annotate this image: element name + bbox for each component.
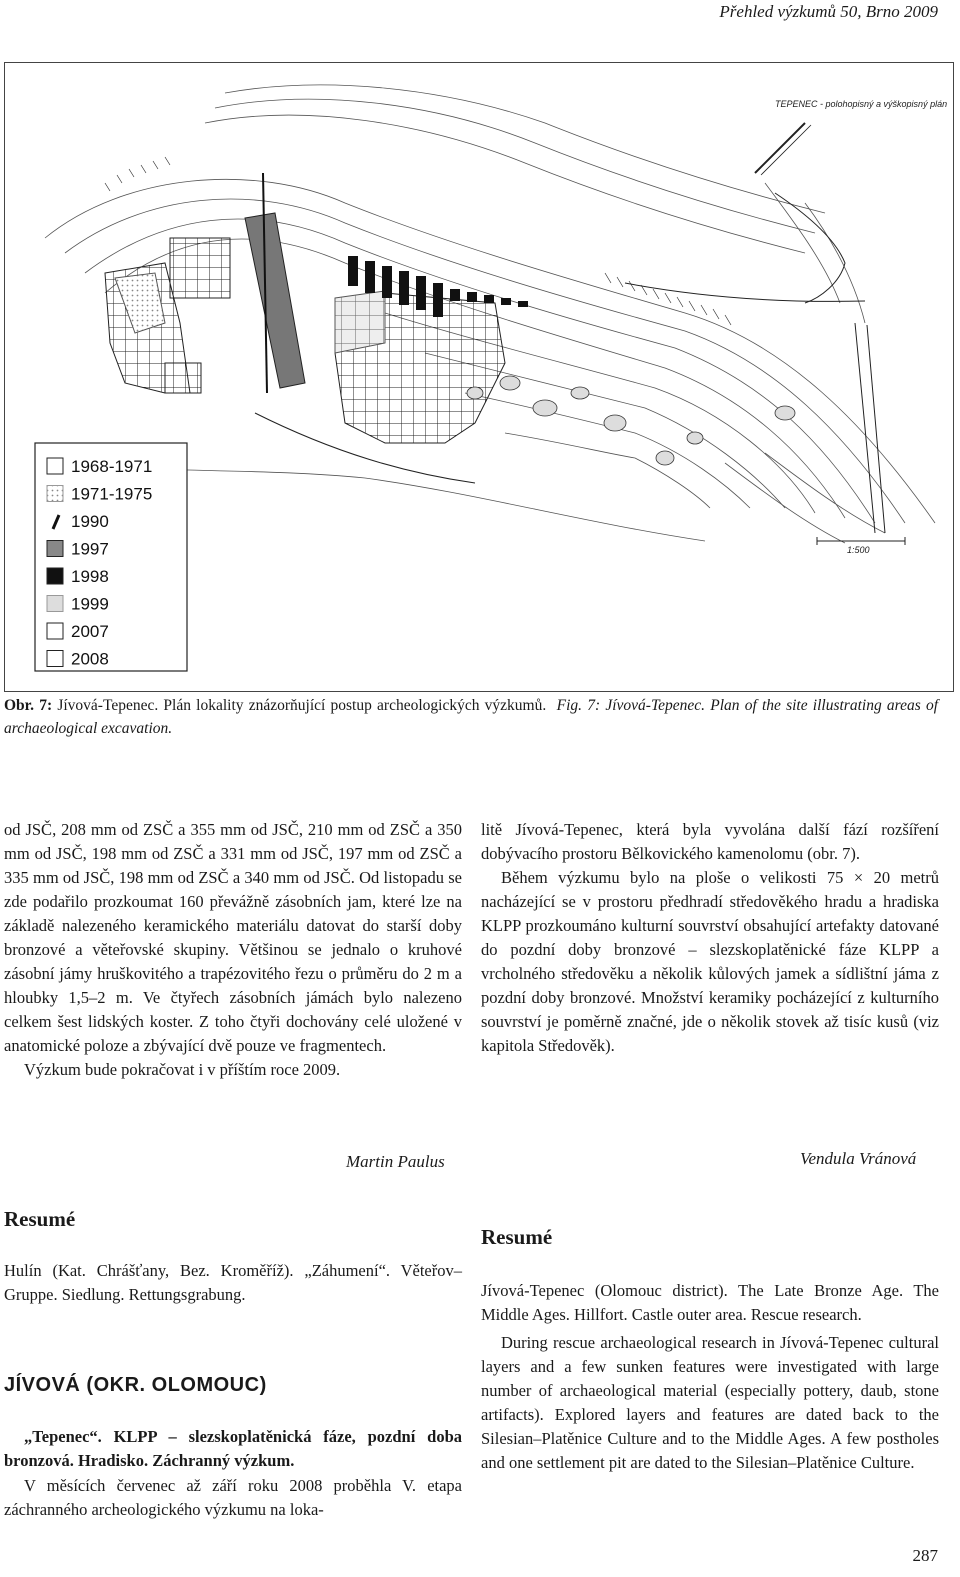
legend-item bbox=[47, 485, 152, 504]
left-paragraph-3: V měsících červenec až září roku 2008 proběhla V. etapa záchranného archeologického výzkumu na loka- bbox=[4, 1476, 462, 1519]
resume-right-paragraph-2: During rescue archaeological research in Jívová-Tepenec cultural layers and a few sunken features were investigated with large number of archaeological material (especially pottery, daub, stone artifacts). Explored layers and features are dated back to the Silesian–Platěnice Culture and to the Middle Ages. A few postholes and one settlement pit are dated to the Silesian–Platěnice Culture. bbox=[481, 1333, 939, 1472]
rock-outcrops bbox=[467, 376, 795, 465]
grid-excavation-center bbox=[245, 173, 505, 443]
right-column-text bbox=[481, 818, 939, 1058]
caption-cz: Jívová-Tepenec. Plán lokality znázorňující postup archeologických výzkumů. bbox=[57, 697, 547, 714]
resume-text-left: Hulín (Kat. Chrášťany, Bez. Kroměříž). „Záhumení“. Věteřov–Gruppe. Siedlung. Rettungsgrabung. bbox=[4, 1261, 462, 1304]
left-paragraph-1: od JSČ, 208 mm od ZSČ a 355 mm od JSČ, 210 mm od ZSČ a 350 mm od JSČ, 198 mm od ZSČ a 331 mm od JSČ, 197 mm od ZSČ a 335 mm od JSČ, 198 mm od ZSČ a 340 mm od JSČ. Od listopadu se zde podařilo prozkoumat 160 převážně zásobních jam, které lze na základě nalezeného keramického materiálu datovat do starší doby bronzové a věteřovské skupiny. Většinou se jednalo o kruhové zásobní jámy hruškovitého a trapézovitého řezu o průměru do 2 m a hloubky 1,5–2 m. Ve čtyřech zásobních jámách bylo nalezeno celkem šest lidských koster. Z toho čtyři dochovány celé uložené v anatomické poloze a zbývající dvě pouze ve fragmentech. bbox=[4, 820, 462, 1055]
site-subtitle: „Tepenec“. KLPP – slezskoplatěnická fáze, pozdní doba bronzová. Hradisko. Záchranný výzkum. bbox=[4, 1427, 462, 1470]
right-paragraph-2: Během výzkumu bylo na ploše o velikosti 75 × 20 metrů nacházející se v prostoru předhradí středověkého hradu a hradiska KLPP prozkoumáno kulturní souvrství obsahující artefakty datované do pozdní doby bronzové – slezskoplatěnické fáze KLPP a vrcholného středověku a několik kůlových jamek a sídlištní jáma z pozdní doby bronzové. Množství keramiky pocházející z kulturního souvrství je poměrně značné, jde o několik stovek až tisíc kusů (viz kapitola Středověk). bbox=[481, 868, 939, 1055]
legend-swatch bbox=[47, 486, 63, 502]
legend-swatch bbox=[47, 596, 63, 612]
grid-excavation-left bbox=[105, 238, 230, 393]
legend-swatch bbox=[47, 541, 63, 557]
caption-en: Fig. 7: Jívová-Tepenec. Plan of the site illustrating areas of archaeological excavation. bbox=[4, 697, 939, 737]
signature-vendula-vranova: Vendula Vránová bbox=[800, 1149, 917, 1168]
site-plan-map bbox=[5, 63, 953, 691]
resume-right-paragraph-1: Jívová-Tepenec (Olomouc district). The Late Bronze Age. The Middle Ages. Hillfort. Castle outer area. Rescue research. bbox=[481, 1281, 939, 1324]
legend-swatch bbox=[47, 651, 63, 667]
legend-item bbox=[47, 650, 109, 669]
legend-item bbox=[47, 540, 109, 559]
site-heading: JÍVOVÁ (OKR. OLOMOUC) bbox=[4, 1374, 267, 1396]
page-number: 287 bbox=[912, 1546, 938, 1565]
left-paragraph-2: Výzkum bude pokračovat i v příštím roce 2009. bbox=[24, 1060, 341, 1079]
legend-item bbox=[47, 457, 152, 476]
legend-swatch bbox=[47, 568, 63, 584]
map-title: TEPENEC - polohopisný a výškopisný plán bbox=[775, 99, 948, 109]
resume-heading-right: Resumé bbox=[481, 1225, 553, 1249]
resume-right-text bbox=[481, 1279, 939, 1475]
legend-item bbox=[47, 595, 109, 614]
right-paragraph-1: litě Jívová-Tepenec, která byla vyvolána další fází rozšíření dobývacího prostoru Bělkovického kamenolomu (obr. 7). bbox=[481, 820, 939, 863]
signature-martin-paulus: Martin Paulus bbox=[346, 1152, 445, 1171]
legend-label: 1971-1975 bbox=[71, 484, 153, 504]
legend-item bbox=[47, 622, 109, 641]
north-arrow bbox=[755, 123, 805, 173]
caption-cz-label: Obr. 7: bbox=[4, 697, 53, 714]
legend-swatch bbox=[47, 458, 63, 474]
site-plan-figure bbox=[4, 62, 954, 692]
legend-label: 1999 bbox=[71, 594, 109, 614]
legend-label: 1998 bbox=[71, 567, 109, 586]
legend-label: 1997 bbox=[71, 539, 109, 559]
legend-item bbox=[47, 567, 109, 586]
legend-swatch bbox=[47, 623, 63, 639]
legend-label: 2007 bbox=[71, 622, 109, 641]
figure-caption bbox=[4, 694, 938, 740]
legend-label: 2008 bbox=[71, 649, 109, 669]
legend-label: 1990 bbox=[71, 512, 109, 531]
running-head: Přehled výzkumů 50, Brno 2009 bbox=[719, 2, 938, 21]
legend-label: 1968-1971 bbox=[71, 457, 153, 476]
scale-label: 1:500 bbox=[847, 545, 870, 555]
map-legend bbox=[35, 443, 187, 671]
left-column-text bbox=[4, 818, 462, 1082]
resume-heading-left: Resumé bbox=[4, 1207, 76, 1231]
scale-bar bbox=[817, 537, 905, 555]
